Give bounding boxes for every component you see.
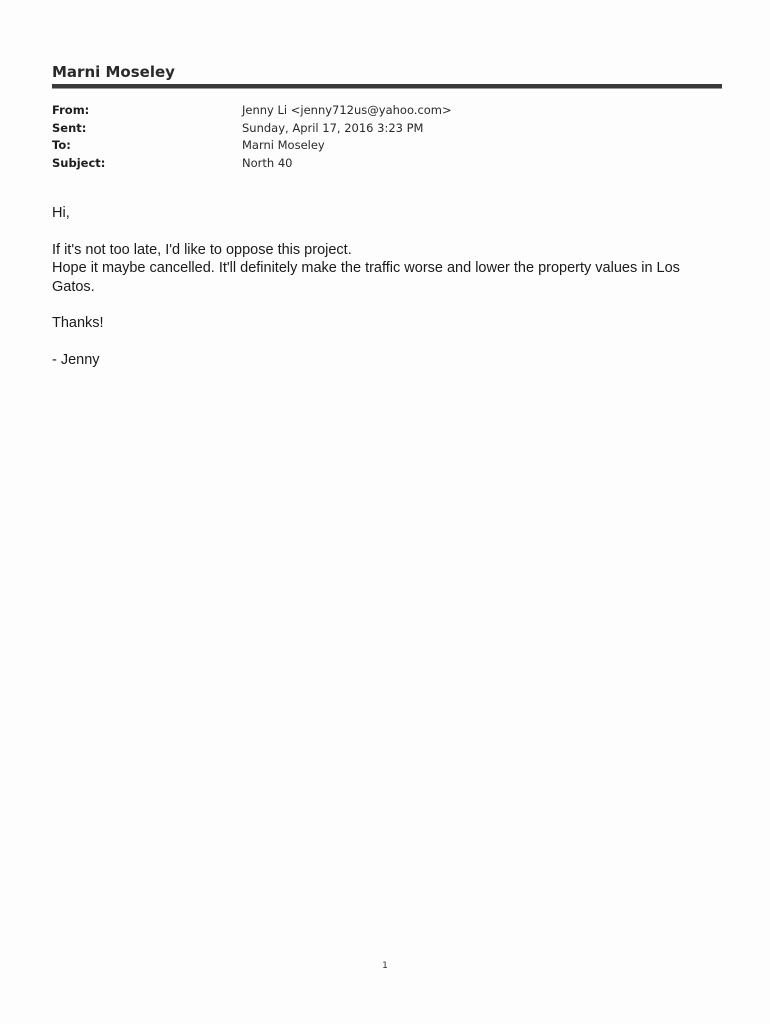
message-line-1: If it's not too late, I'd like to oppose this project. — [52, 241, 352, 258]
message-line-2: Hope it maybe cancelled. It'll definitely make the traffic worse and lower the property values in Los Gatos. — [52, 260, 680, 295]
email-header-fields — [52, 102, 452, 172]
to-label: To: — [52, 138, 71, 152]
subject-value: North 40 — [242, 155, 293, 170]
message-paragraph — [52, 241, 712, 297]
sent-value: Sunday, April 17, 2016 3:23 PM — [242, 120, 424, 135]
greeting: Hi, — [52, 205, 70, 221]
subject-row — [52, 155, 452, 173]
from-row — [52, 102, 452, 120]
mailbox-owner-name: Marni Moseley — [52, 63, 175, 81]
to-row — [52, 137, 452, 155]
signature: - Jenny — [52, 351, 100, 368]
sent-row — [52, 120, 452, 138]
subject-label: Subject: — [52, 155, 106, 170]
from-value: Jenny Li <jenny712us@yahoo.com> — [242, 103, 452, 117]
sent-label: Sent: — [52, 120, 87, 135]
email-body — [52, 204, 712, 369]
to-value: Marni Moseley — [242, 138, 325, 152]
from-label: From: — [52, 103, 90, 117]
page-number: 1 — [382, 961, 388, 971]
closing-thanks: Thanks! — [52, 315, 104, 331]
header-divider — [52, 84, 722, 88]
